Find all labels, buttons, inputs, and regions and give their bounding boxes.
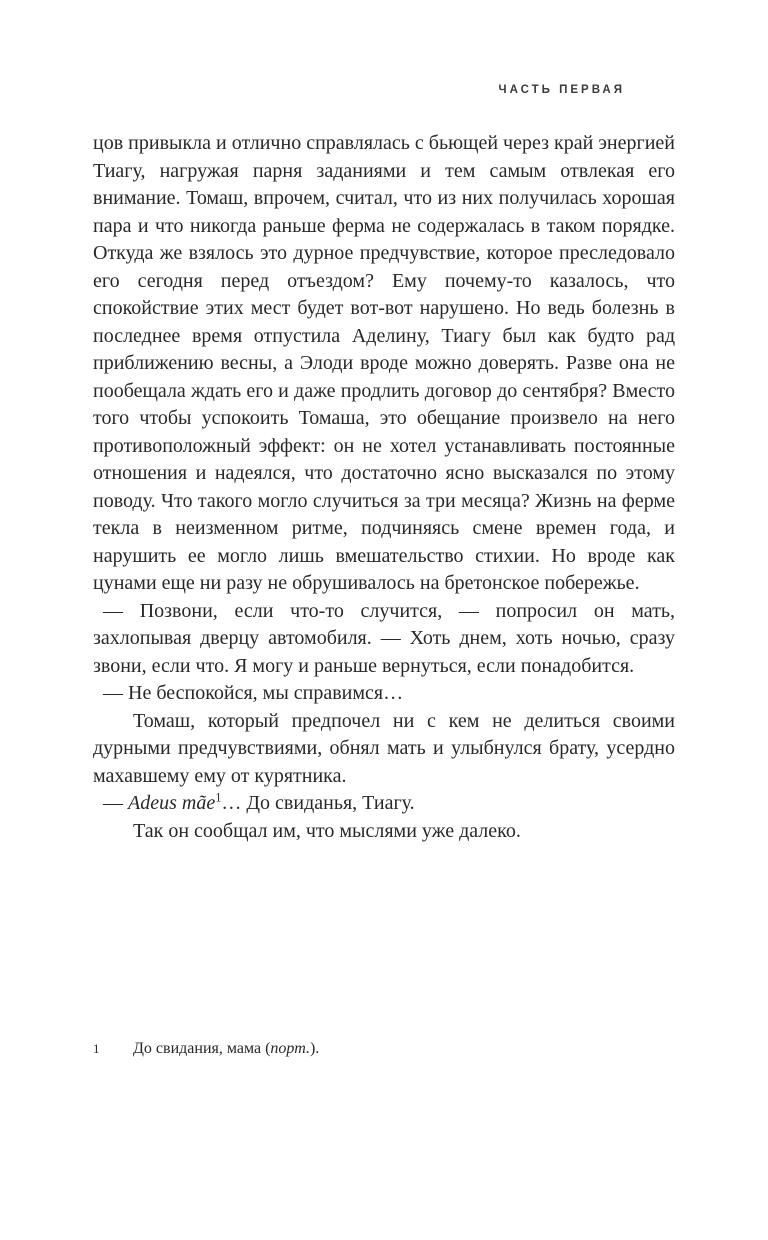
paragraph-continuation: цов привыкла и отлично справлялась с бьющей через край энергией Тиагу, нагружая парня заданиями и тем самым отвлекая его внимание. Томаш, впрочем, считал, что из них получилась хорошая пара и что никогда раньше ферма не содержалась в таком порядке. Откуда же взялось это дурное предчувствие, которое преследовало его сегодня перед отъездом? Ему почему-то казалось, что спокойствие этих мест будет вот-вот нарушено. Но ведь болезнь в последнее время отпустила Аделину, Тиагу был как будто рад приближению весны, а Элоди вроде можно доверять. Разве она не пообещала ждать его и даже продлить договор до сентября? Вместо того чтобы успокоить Томаша, это обещание произвело на него противоположный эффект: он не хотел устанавливать постоянные отношения и надеялся, что достаточно ясно высказался по этому поводу. Что такого могло случиться за три месяца? Жизнь на ферме текла в неизменном ритме, подчиняясь смене времен года, и нарушить ее могло лишь вмешательство стихии. Но вроде как цунами еще ни разу не обрушивалось на бретонское побережье.: [93, 132, 675, 594]
footnote: [93, 1038, 675, 1060]
body-text: [93, 130, 675, 845]
paragraph: Томаш, который предпочел ни с кем не делиться своими дурными предчувствиями, обнял мать и улыбнулся брату, усердно махавшему ему от курятника.: [93, 709, 675, 787]
footnote-reference: 1: [215, 790, 222, 805]
running-head: [93, 84, 625, 96]
foreign-phrase: Adeus mãe: [128, 792, 216, 814]
footnote-marker: 1: [93, 1041, 100, 1056]
footnote-text-suffix: ).: [309, 1040, 320, 1057]
paragraph-dialogue-foreign: [93, 790, 675, 818]
dialogue-rest: … До свиданья, Тиагу.: [221, 792, 415, 814]
footnote-language-label: порт.: [270, 1040, 310, 1057]
footnote-text: [133, 1040, 319, 1057]
paragraph: Так он сообщал им, что мыслями уже далеко.: [133, 819, 521, 842]
paragraph-dialogue: — Не беспокойся, мы справимся…: [103, 682, 404, 704]
running-head-text: ЧАСТЬ ПЕРВАЯ: [498, 84, 625, 96]
dialogue-dash: —: [103, 792, 128, 814]
footnote-text-prefix: До свидания, мама (: [133, 1040, 271, 1057]
paragraph-dialogue: — Позвони, если что-то случится, — попросил он мать, захлопывая дверцу автомобиля. — Хоть днем, хоть ночью, сразу звони, если что. Я могу и раньше вернуться, если понадобится.: [93, 599, 675, 677]
